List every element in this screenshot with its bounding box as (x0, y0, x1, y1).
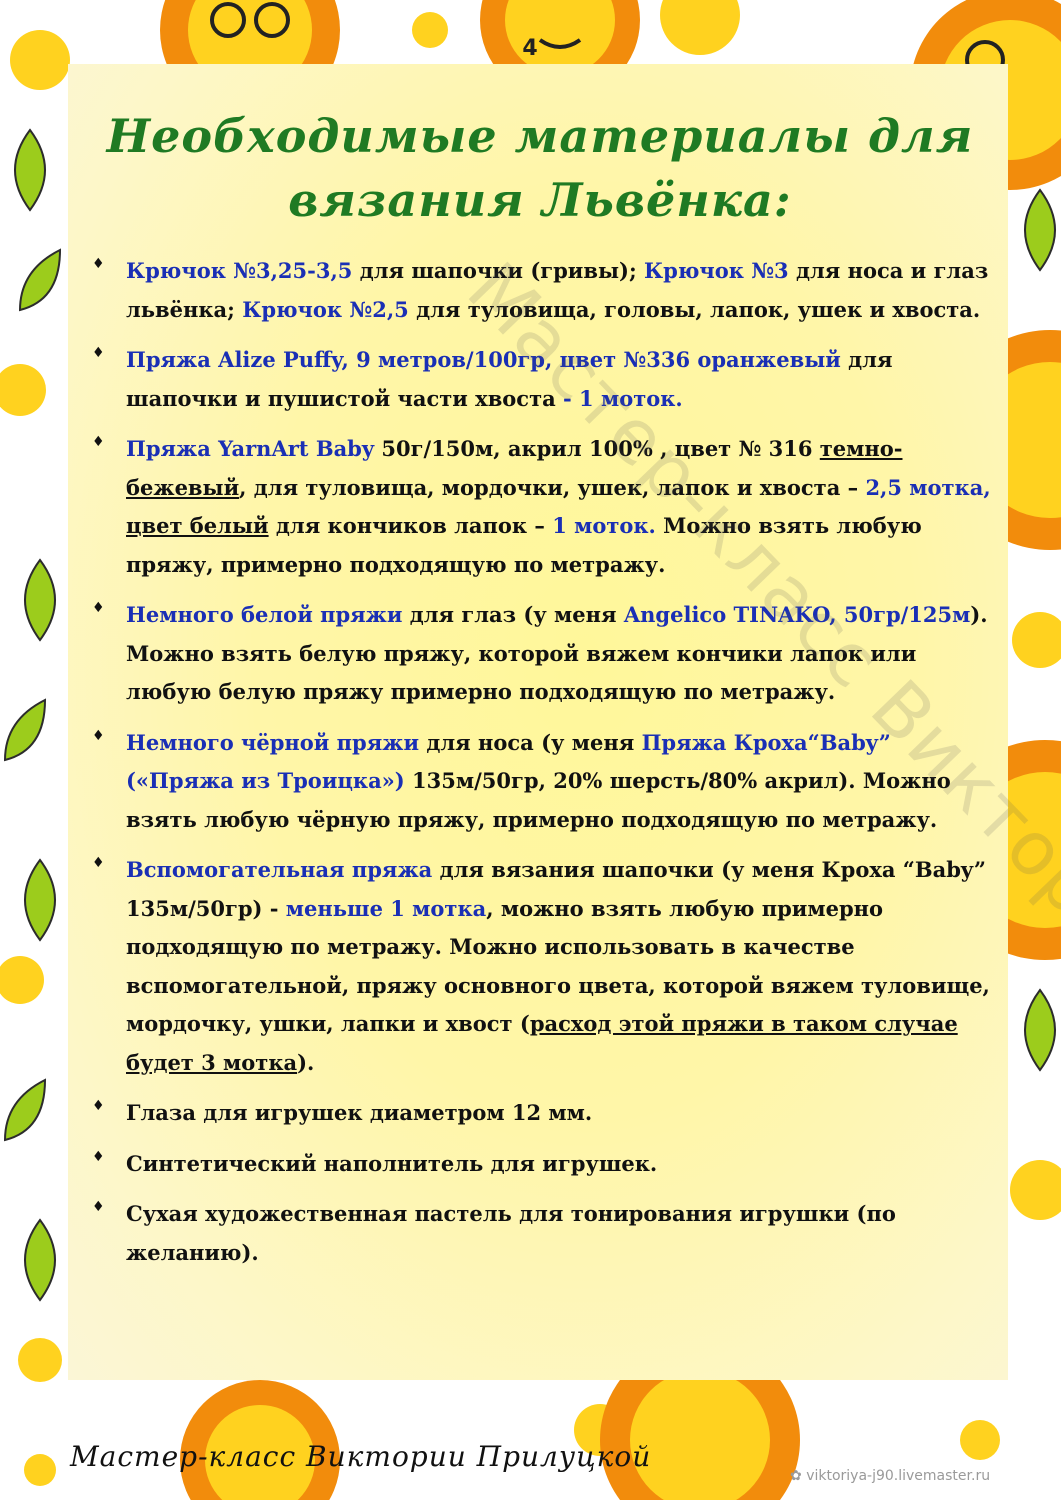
bullet-icon: ♦ (92, 1199, 105, 1215)
text-segment: для вязания шапочки (у меня Кроха “Baby” 135м/50гр) - (126, 857, 986, 921)
list-item-text (126, 1195, 992, 1272)
text-segment: для шапочки и пушистой части хвоста (126, 347, 893, 411)
highlight-text: Пряжа Кроха“Baby” («Пряжа из Троицка») (126, 729, 891, 793)
list-item-text (126, 851, 992, 1082)
list-item-text (126, 724, 992, 840)
bullet-icon: ♦ (92, 855, 105, 871)
highlight-text: Крючок №3 (644, 258, 789, 283)
highlight-text: Пряжа Alize Puffy, 9 метров/100гр, цвет №336 оранжевый (126, 347, 841, 372)
bullet-icon: ♦ (92, 1148, 105, 1165)
highlight-text: Крючок №3,25-3,5 (126, 258, 353, 283)
text-segment: Сухая художественная пастель для тонирования игрушки (по желанию). (126, 1201, 896, 1265)
list-item (92, 724, 992, 840)
list-item-text (126, 1094, 992, 1133)
list-item (92, 1145, 992, 1184)
bullet-icon: ♦ (92, 727, 105, 744)
text-segment: Можно взять любую пряжу, примерно подходящую по метражу. (126, 513, 922, 577)
list-item (92, 1094, 992, 1133)
list-item (92, 851, 992, 1082)
materials-list (92, 252, 992, 1284)
text-segment: для носа и глаз львёнка; (126, 258, 989, 322)
page-number: 4 (522, 36, 538, 61)
bullet-icon: ♦ (92, 600, 105, 616)
list-item (92, 1195, 992, 1272)
bullet-icon: ♦ (92, 1098, 105, 1114)
bullet-icon: ♦ (92, 256, 105, 272)
highlight-text: Вспомогательная пряжа (126, 857, 433, 882)
text-segment: для кончиков лапок – (268, 513, 553, 538)
bullet-icon: ♦ (92, 434, 105, 450)
text-segment: , для туловища, мордочки, ушек, лапок и хвоста – (239, 474, 866, 500)
highlight-text: Крючок №2,5 (242, 296, 409, 322)
highlight-text: меньше 1 мотка (285, 895, 487, 921)
highlight-text: 1 моток. (552, 513, 656, 538)
underlined-text: темно-бежевый (126, 436, 903, 500)
text-segment: для глаз (у меня (402, 602, 624, 627)
list-item-text (126, 430, 992, 584)
text-segment: для туловища, головы, лапок, ушек и хвоста. (408, 296, 981, 322)
text-segment: для шапочки (гривы); (352, 258, 645, 283)
highlight-text: 2,5 мотка, (865, 474, 991, 500)
page-title (100, 104, 980, 232)
site-url: ✿ viktoriya-j90.livemaster.ru (790, 1468, 991, 1484)
text-segment: 135м/50гр, 20% шерсть/80% акрил). Можно взять любую чёрную пряжу, примерно подходящую по метражу. (126, 768, 951, 832)
site-url-text: viktoriya-j90.livemaster.ru (806, 1468, 991, 1484)
underlined-text: расход этой пряжи в таком случае будет 3 мотка (126, 1011, 958, 1075)
list-item (92, 430, 992, 584)
highlight-text: Пряжа YarnArt Baby (126, 436, 375, 461)
watermark-text: Мастер-класс (450, 246, 899, 706)
highlight-text: Немного чёрной пряжи (126, 729, 420, 755)
highlight-text: - 1 моток. (563, 385, 683, 411)
text-segment: для носа (у меня (419, 729, 642, 755)
highlight-text: Немного белой пряжи (126, 602, 403, 627)
text-segment: Глаза для игрушек диаметром 12 мм. (126, 1100, 593, 1125)
text-segment: ). Можно взять белую пряжу, которой вяжем кончики лапок или любую белую пряжу примерно подходящую по метражу. (126, 602, 988, 704)
text-segment: 50г/150м, акрил 100% , цвет № 316 (374, 436, 820, 461)
highlight-text: Angelico TINAKO, 50гр/125м (623, 602, 971, 627)
underlined-text: цвет белый (126, 513, 269, 538)
title-line-2: вязания Львёнка: (288, 173, 792, 227)
text-segment: Синтетический наполнитель для игрушек. (126, 1150, 658, 1176)
leaves-left (5, 130, 60, 1300)
text-segment: ). (297, 1049, 315, 1075)
list-item-text (126, 1145, 992, 1184)
footer-signature: Мастер-класс Виктории Прилуцкой (70, 1440, 652, 1473)
bullet-icon: ♦ (92, 345, 105, 361)
text-segment: , можно взять любую примерно подходящую по метражу. Можно использовать в качестве вспомогательной, пряжу основного цвета, которой вяжем туловище, мордочку, ушки, лапки и хвост ( (126, 895, 990, 1036)
title-line-1: Необходимые материалы для (106, 109, 974, 163)
